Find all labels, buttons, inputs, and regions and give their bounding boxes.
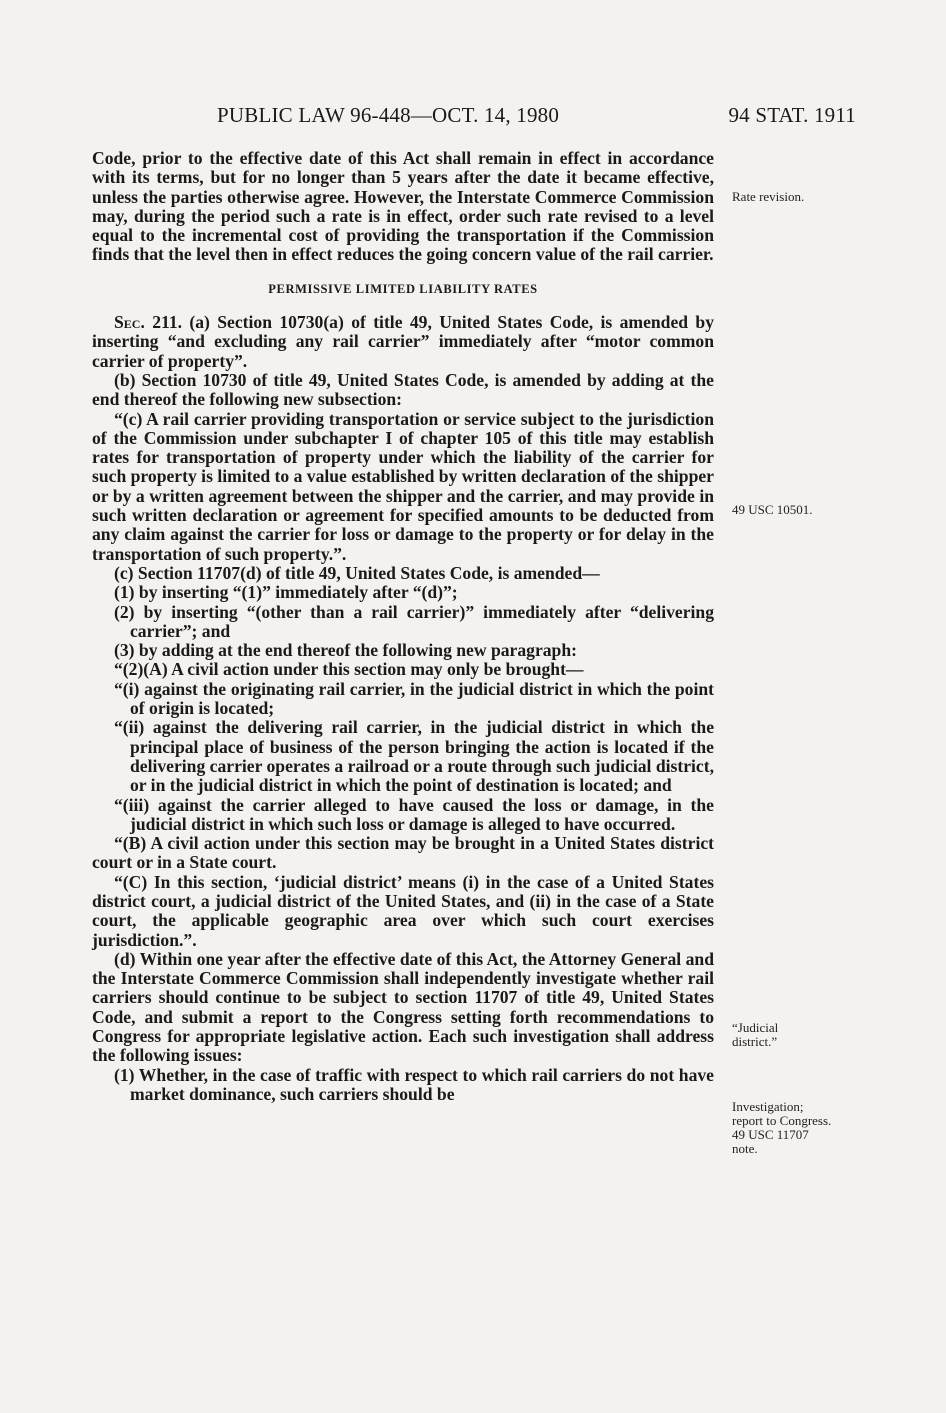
section-label: Sec. 211.	[114, 312, 183, 333]
clause-iii: “(iii) against the carrier alleged to have caused the loss or damage, in the judicial district in which such loss or damage is alleged to have occurred.	[114, 794, 714, 834]
paragraph-sec-211-a-text: (a) Section 10730(a) of title 49, United States Code, is amended by inserting “and excluding any rail carrier” immediately after “motor common carrier of property”.	[92, 312, 714, 371]
paragraph-2b: “(B) A civil action under this section may be brought in a United States district court or in a State court.	[92, 833, 714, 873]
clause-3: (3) by adding at the end thereof the following new paragraph:	[114, 640, 577, 661]
law-title: PUBLIC LAW 96-448—OCT. 14, 1980	[217, 103, 560, 127]
paragraph-c: (c) Section 11707(d) of title 49, United States Code, is amended—	[114, 562, 600, 583]
body-text	[92, 149, 714, 1104]
paragraph-d: (d) Within one year after the effective date of this Act, the Attorney General and the Interstate Commerce Commission shall independently investigate whether rail carriers should continue to be subject to section 11707 of title 49, United States Code, and submit a report to the Congress setting forth recommendations to Congress for appropriate legislative action. Each such investigation shall address the following issues:	[92, 948, 714, 1066]
margin-note-rate-revision: Rate revision.	[732, 189, 805, 204]
clause-2: (2) by inserting “(other than a rail carrier)” immediately after “delivering carrier”; and	[114, 601, 714, 641]
paragraph-continuation: Code, prior to the effective date of this Act shall remain in effect in accordance with its terms, but for no longer than 5 years after the date it became effective, unless the parties otherwise agree. However, the Interstate Commerce Commission may, during the period such a rate is in effect, order such rate revised to a level equal to the incremental cost of providing the transportation if the Commission finds that the level then in effect reduces the going concern value of the rail carrier.	[92, 148, 714, 265]
margin-note-investigation: Investigation; report to Congress. 49 USC 11707 note.	[732, 1099, 832, 1156]
margin-note-judicial-district: “Judicial district.”	[732, 1020, 779, 1049]
paragraph-sec-211-a	[92, 313, 714, 371]
clause-i: “(i) against the originating rail carrier, in the judicial district in which the point of origin is located;	[114, 678, 714, 719]
issue-1: (1) Whether, in the case of traffic with respect to which rail carriers do not have market dominance, such carriers should be	[114, 1064, 714, 1104]
paragraph-quoted-c: “(c) A rail carrier providing transportation or service subject to the jurisdiction of the Commission under subchapter I of chapter 105 of this title may establish rates for transportation of property under which the liability of the carrier for such property is limited to a value established by written declaration of the shipper or by a written agreement between the shipper and the carrier, and may provide in such written declaration or agreement for specified amounts to be deducted from any claim against the carrier for loss or damage to the property or for delay in the transportation of such property.”.	[92, 408, 714, 564]
paragraph-b: (b) Section 10730 of title 49, United States Code, is amended by adding at the end thereof the following new subsection:	[92, 369, 714, 410]
section-heading: PERMISSIVE LIMITED LIABILITY RATES	[268, 281, 538, 296]
statute-reference: 94 STAT. 1911	[728, 103, 856, 127]
running-head	[92, 103, 856, 133]
paragraph-2a: “(2)(A) A civil action under this section may only be brought—	[114, 659, 584, 680]
clause-ii: “(ii) against the delivering rail carrier, in the judicial district in which the principal place of business of the person bringing the action is located if the delivering carrier operates a railroad or a route through such judicial district, or in the judicial district in which the point of destination is located; and	[114, 717, 714, 796]
clause-1: (1) by inserting “(1)” immediately after “(d)”;	[114, 582, 458, 603]
margin-note-49-usc-10501: 49 USC 10501.	[732, 502, 813, 517]
paragraph-2c: “(C) In this section, ‘judicial district’ means (i) in the case of a United States district court, a judicial district of the United States, and (ii) in the case of a State court, the applicable geographic area over which such court exercises jurisdiction.”.	[92, 871, 714, 950]
